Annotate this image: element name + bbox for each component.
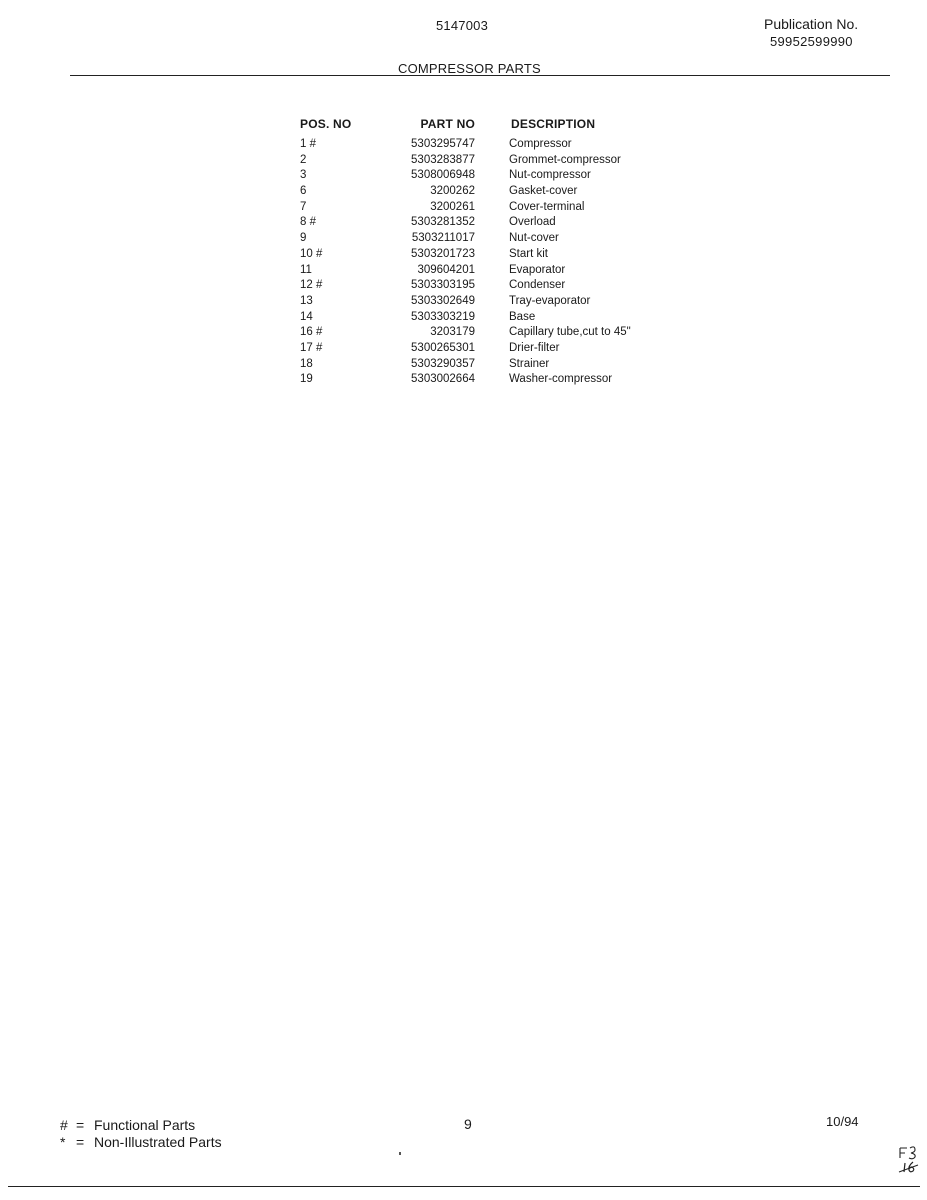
part-number-cell: 5303283877	[411, 153, 475, 166]
table-row	[300, 325, 631, 341]
column-header-pos: POS. NO	[300, 117, 352, 131]
page-number: 9	[464, 1116, 472, 1132]
description-cell: Drier-filter	[509, 341, 560, 354]
description-cell: Gasket-cover	[509, 185, 578, 198]
pos-cell: 9	[300, 232, 307, 245]
table-row	[300, 247, 631, 263]
description-cell: Grommet-compressor	[509, 153, 621, 166]
description-cell: Nut-compressor	[509, 169, 591, 182]
pos-cell: 13	[300, 294, 313, 307]
description-cell: Washer-compressor	[509, 373, 613, 386]
section-title: COMPRESSOR PARTS	[398, 61, 541, 76]
legend-label: Functional Parts	[94, 1117, 196, 1133]
table-row	[300, 263, 631, 279]
part-number-cell: 5303303219	[411, 310, 475, 323]
pos-cell: 17 #	[300, 341, 323, 354]
pos-cell: 12 #	[300, 279, 323, 292]
table-body	[300, 137, 631, 388]
legend-item-functional	[60, 1117, 222, 1134]
part-number-cell: 3200261	[430, 200, 475, 213]
footer-divider	[8, 1186, 920, 1187]
table-row	[300, 294, 631, 310]
description-cell: Compressor	[509, 138, 572, 150]
pos-cell: 2	[300, 153, 307, 166]
pos-cell: 7	[300, 200, 307, 213]
table-row	[300, 231, 631, 247]
pos-cell: 10 #	[300, 247, 323, 260]
part-number-cell: 5303281352	[411, 216, 475, 229]
table-row	[300, 137, 631, 153]
description-cell: Overload	[509, 216, 556, 229]
description-cell: Evaporator	[509, 263, 566, 276]
pos-cell: 19	[300, 373, 313, 386]
part-number-cell: 309604201	[417, 263, 475, 276]
table-row	[300, 372, 631, 388]
pos-cell: 14	[300, 310, 313, 323]
part-number-cell: 5303302649	[411, 294, 475, 307]
model-number: 5147003	[436, 18, 489, 33]
legend-equals: =	[76, 1134, 85, 1150]
table-row	[300, 184, 631, 200]
column-header-part: PART NO	[420, 117, 475, 131]
part-number-cell: 5308006948	[411, 169, 475, 182]
table-row	[300, 357, 631, 373]
legend-symbol: #	[60, 1117, 68, 1133]
legend	[60, 1117, 222, 1151]
description-cell: Base	[509, 310, 536, 323]
publication-label: Publication No.	[764, 16, 859, 32]
part-number-cell: 3200262	[430, 185, 475, 198]
table-row	[300, 310, 631, 326]
column-header-description: DESCRIPTION	[511, 117, 596, 131]
part-number-cell: 5303290357	[411, 357, 475, 370]
description-cell: Condenser	[509, 279, 566, 292]
pos-cell: 16 #	[300, 326, 323, 339]
parts-table	[300, 117, 631, 388]
table-row	[300, 341, 631, 357]
part-number-cell: 5303303195	[411, 279, 475, 292]
table-row	[300, 153, 631, 169]
legend-item-non-illustrated	[60, 1134, 222, 1151]
description-cell: Capillary tube,cut to 45"	[509, 326, 631, 339]
table-header	[300, 117, 631, 137]
description-cell: Cover-terminal	[509, 200, 585, 213]
handwritten-note	[896, 1144, 927, 1176]
pos-cell: 3	[300, 169, 307, 182]
part-number-cell: 5303201723	[411, 247, 475, 260]
pos-cell: 6	[300, 185, 307, 198]
description-cell: Tray-evaporator	[509, 294, 591, 307]
scan-speck	[399, 1152, 401, 1155]
table-row	[300, 168, 631, 184]
description-cell: Start kit	[509, 247, 548, 260]
part-number-cell: 5303295747	[411, 138, 475, 150]
legend-symbol: *	[60, 1134, 66, 1150]
header-divider	[70, 75, 890, 76]
publication-number: 59952599990	[770, 34, 853, 49]
page-date: 10/94	[826, 1114, 859, 1129]
part-number-cell: 5300265301	[411, 341, 475, 354]
part-number-cell: 5303211017	[411, 232, 475, 245]
part-number-cell: 5303002664	[411, 373, 475, 386]
legend-equals: =	[76, 1117, 85, 1133]
table-row	[300, 278, 631, 294]
table-row	[300, 215, 631, 231]
pos-cell: 1 #	[300, 138, 316, 150]
description-cell: Nut-cover	[509, 232, 559, 245]
pos-cell: 18	[300, 357, 313, 370]
part-number-cell: 3203179	[430, 326, 475, 339]
description-cell: Strainer	[509, 357, 550, 370]
pos-cell: 11	[300, 263, 312, 276]
legend-label: Non-Illustrated Parts	[94, 1134, 222, 1150]
pos-cell: 8 #	[300, 216, 316, 229]
table-row	[300, 200, 631, 216]
